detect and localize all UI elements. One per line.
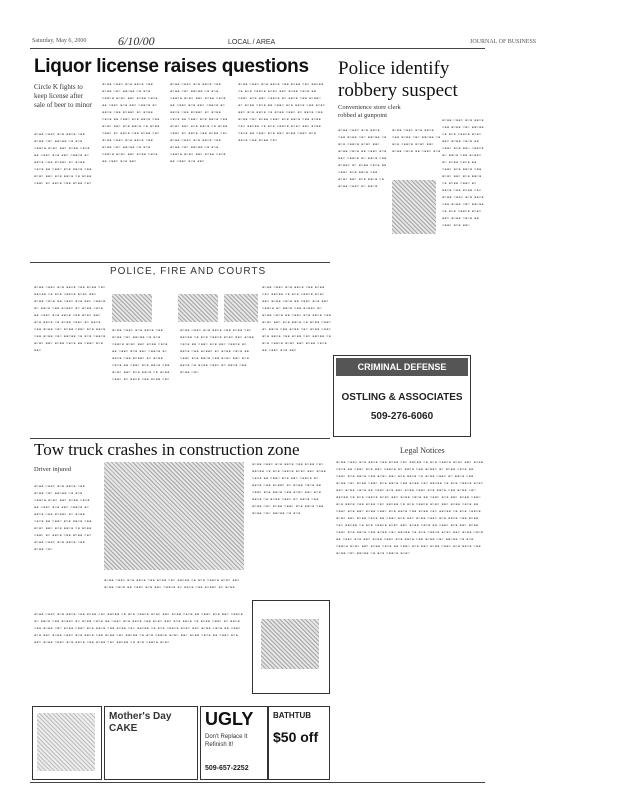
tow-body-lower: ▪▫▪▪ ▫▪▪▫ ▪▫▪ ▪▪▫▪ ▫▪▪ ▪▫▪▪ ▫▪▫ ▪▪▫▪▪ ▫▪ ▪▫▪ ▫▪▪▫▪ ▪▫▪▫ ▪▪▫ ▪▫▪▪ ▫▪▫▪ ▪▪ ▫▪▪▫ ▪▫▪ ▪▪▫ ▫▪▪▫▪ ▪▫ ▪▪▫▪ ▫▪▪ ▪▫▪▪▫ ▪▫ ▪▫▪▪ ▫▪▫▪ ▪▪ ▫▪▪▫ ▪▫▪ ▪▪▫▪ ▫▪▪ ▪▫▪▫ ▪▪▫ ▪▫▪ ▪▪▫▪ ▫▪ ▪▫▪▪ ▫▪▪▫ ▪▫ ▪▪▫▪ ▫▪▪ ▪▫▪▪ ▫▪▫ ▪▫▪▪ ▫▪▪▫ ▪▫▪ ▪▪▫▪ ▫▪▪ ▪▫▪▪ ▫▪▫ ▪▪▫▪▪ ▫▪ ▪▫▪ ▫▪▪▫▪ ▪▫▪▫ ▪▪▫ ▪▫▪▪ ▫▪▫▪ ▪▪ ▫▪▪▫ ▪▫▪ ▪▪▫ ▪▫▪▪ ▫▪▪▫ ▪▫▪ ▪▪▫▪ ▫▪▪ ▪▫▪▪ ▫▪▫ ▪▪▫▪▪ ▫▪ ▪▫▪ ▫▪▪▫▪ ▪▫▪▫ ▪▪▫ ▪▫▪▪ ▫▪▫▪ ▪▪ ▫▪▪▫ ▪▫▪ ▪▪▫ ▪▫▪▪ ▫▪▪▫ ▪▫▪ ▪▪▫▪ ▫▪▪ ▪▫▪▪ ▫▪▫ ▪▪▫▪▪ ▫▪ ▪▫▪ ▫▪▪▫▪ ▪▫▪▫ (34, 612, 243, 646)
tow-body-col1: ▪▫▪▪ ▫▪▪▫ ▪▫▪ ▪▪▫▪ ▫▪▪ ▪▫▪▪ ▫▪▫ ▪▪▫▪▪ ▫▪ ▪▫▪ ▫▪▪▫▪ ▪▫▪▫ ▪▪▫ ▪▫▪▪ ▫▪▫▪ ▪▪ ▫▪▪▫ ▪▫▪ ▪▪▫ ▫▪▪▫▪ ▪▫ ▪▪▫▪ ▫▪▪ ▪▫▪▪▫ ▪▫ ▪▫▪▪ ▫▪▫▪ ▪▪ ▫▪▪▫ ▪▫▪ ▪▪▫▪ ▫▪▪ ▪▫▪▫ ▪▪▫ ▪▫▪ ▪▪▫▪ ▫▪ ▪▫▪▪ ▫▪▪▫ ▪▫ ▪▪▫▪ ▫▪▪ ▪▫▪▪ ▫▪▫ ▪▫▪▪ ▫▪▪▫ ▪▫▪ ▪▪▫▪ ▫▪▪ ▪▫▪▪ ▫▪▫ (34, 484, 92, 553)
bathtub-ad-label: BATHTUB (273, 711, 312, 720)
robbery-body-col2: ▪▫▪▪ ▫▪▪▫ ▪▫▪ ▪▪▫▪ ▫▪▪ ▪▫▪▪ ▫▪▫ ▪▪▫▪▪ ▫▪ ▪▫▪ ▫▪▪▫▪ ▪▫▪▫ ▪▪▫ ▪▫▪▪ ▫▪▫▪ ▪▪ ▫▪▪▫ ▪▫▪ (392, 128, 441, 155)
liquor-body-col2: ▪▫▪▪ ▫▪▪▫ ▪▫▪ ▪▪▫▪ ▫▪▪ ▪▫▪▪ ▫▪▫ ▪▪▫▪▪ ▫▪ ▪▫▪ ▫▪▪▫▪ ▪▫▪▫ ▪▪▫ ▪▫▪▪ ▫▪▫▪ ▪▪ ▫▪▪▫ ▪▫▪ ▪▪▫ ▫▪▪▫▪ ▪▫ ▪▪▫▪ ▫▪▪ ▪▫▪▪▫ ▪▫ ▪▫▪▪ ▫▪▫▪ ▪▪ ▫▪▪▫ ▪▫▪ ▪▪▫▪ ▫▪▪ ▪▫▪▫ ▪▪▫ ▪▫▪ ▪▪▫▪ ▫▪ ▪▫▪▪ ▫▪▪▫ ▪▫ ▪▪▫▪ ▫▪▪ ▪▫▪▪ ▫▪▫ ▪▫▪▪ ▫▪▪▫ ▪▫▪ ▪▪▫▪ ▫▪▪ ▪▫▪▪ ▫▪▫ ▪▪▫▪▪ ▫▪ ▪▫▪ ▫▪▪▫▪ ▪▫▪▫ ▪▪▫ ▪▫▪▪ ▫▪▫▪ ▪▪ ▫▪▪▫ ▪▫▪ ▪▪▫ (102, 82, 160, 165)
ugly-ad-phone: 509-657-2252 (205, 765, 249, 772)
ugly-ad-sub: Don't Replace It Refinish It! (205, 734, 248, 748)
brief-col1: ▪▫▪▪ ▫▪▪▫ ▪▫▪ ▪▪▫▪ ▫▪▪ ▪▫▪▪ ▫▪▫ ▪▪▫▪▪ ▫▪ ▪▫▪ ▫▪▪▫▪ ▪▫▪▫ ▪▪▫ ▪▫▪▪ ▫▪▫▪ ▪▪ ▫▪▪▫ ▪▫▪ ▪▪▫ ▫▪▪▫▪ ▪▫ ▪▪▫▪ ▫▪▪ ▪▫▪▪▫ ▪▫ ▪▫▪▪ ▫▪▫▪ ▪▪ ▫▪▪▫ ▪▫▪ ▪▪▫▪ ▫▪▪ ▪▫▪▫ ▪▪▫ ▪▫▪ ▪▪▫▪ ▫▪ ▪▫▪▪ ▫▪▪▫ ▪▫ ▪▪▫▪ ▫▪▪ ▪▫▪▪ ▫▪▫ ▪▫▪▪ ▫▪▪▫ ▪▫▪ ▪▪▫▪ ▫▪▪ ▪▫▪▪ ▫▪▫ ▪▪▫▪▪ ▫▪ ▪▫▪ ▫▪▪▫▪ ▪▫▪▫ ▪▪▫ ▪▫▪▪ ▫▪▫▪ ▪▪ ▫▪▪▫ ▪▫▪ ▪▪▫ (34, 285, 106, 354)
paper-label: JOURNAL OF BUSINESS (470, 39, 537, 45)
ugly-ad-big: UGLY (205, 709, 254, 729)
bathtub-ad[interactable] (268, 706, 330, 780)
towtruck-deck: Driver injured (34, 466, 72, 473)
small-ad-box[interactable] (252, 600, 330, 694)
bathtub-ad-offer: $50 off (273, 729, 319, 745)
legal-title: Legal Notices (400, 446, 445, 455)
robbery-body-col1: ▪▫▪▪ ▫▪▪▫ ▪▫▪ ▪▪▫▪ ▫▪▪ ▪▫▪▪ ▫▪▫ ▪▪▫▪▪ ▫▪ ▪▫▪ ▫▪▪▫▪ ▪▫▪▫ ▪▪▫ ▪▫▪▪ ▫▪▫▪ ▪▪ ▫▪▪▫ ▪▫▪ ▪▪▫ ▫▪▪▫▪ ▪▫ ▪▪▫▪ ▫▪▪ ▪▫▪▪▫ ▪▫ ▪▫▪▪ ▫▪▫▪ ▪▪ ▫▪▪▫ ▪▫▪ ▪▪▫▪ ▫▪▪ ▪▫▪▫ ▪▪▫ ▪▫▪ ▪▪▫▪ ▫▪ ▪▫▪▪ ▫▪▪▫ ▪▫ ▪▪▫▪ (338, 128, 387, 190)
robbery-deck: Convenience store clerk robbed at gunpoint (338, 104, 401, 119)
tow-body-col3: ▪▫▪▪ ▫▪▪▫ ▪▫▪ ▪▪▫▪ ▫▪▪ ▪▫▪▪ ▫▪▫ ▪▪▫▪▪ ▫▪ ▪▫▪ ▫▪▪▫▪ ▪▫▪▫ ▪▪▫ ▪▫▪▪ ▫▪▫▪ ▪▪ ▫▪▪▫ ▪▫▪ ▪▪▫ ▫▪▪▫▪ ▪▫ ▪▪▫▪ ▫▪▪ ▪▫▪▪▫ ▪▫ ▪▫▪▪ ▫▪▫▪ ▪▪ ▫▪▪▫ ▪▫▪ ▪▪▫▪ ▫▪▪ ▪▫▪▫ ▪▪▫ ▪▫▪ ▪▪▫▪ ▫▪ ▪▫▪▪ ▫▪▪▫ ▪▫ ▪▪▫▪ ▫▪▪ ▪▫▪▪ ▫▪▫ ▪▫▪▪ ▫▪▪▫ ▪▫▪ ▪▪▫▪ ▫▪▪ ▪▫▪▪ ▫▪▫ ▪▪▫▪▪ ▫▪ ▪▫▪ (252, 462, 326, 517)
liquor-deck: Circle K fights to keep license after sale of beer to minor (34, 83, 92, 109)
liquor-body-col3: ▪▫▪▪ ▫▪▪▫ ▪▫▪ ▪▪▫▪ ▫▪▪ ▪▫▪▪ ▫▪▫ ▪▪▫▪▪ ▫▪ ▪▫▪ ▫▪▪▫▪ ▪▫▪▫ ▪▪▫ ▪▫▪▪ ▫▪▫▪ ▪▪ ▫▪▪▫ ▪▫▪ ▪▪▫ ▫▪▪▫▪ ▪▫ ▪▪▫▪ ▫▪▪ ▪▫▪▪▫ ▪▫ ▪▫▪▪ ▫▪▫▪ ▪▪ ▫▪▪▫ ▪▫▪ ▪▪▫▪ ▫▪▪ ▪▫▪▫ ▪▪▫ ▪▫▪ ▪▪▫▪ ▫▪ ▪▫▪▪ ▫▪▪▫ ▪▫ ▪▪▫▪ ▫▪▪ ▪▫▪▪ ▫▪▫ ▪▫▪▪ ▫▪▪▫ ▪▫▪ ▪▪▫▪ ▫▪▪ ▪▫▪▪ ▫▪▫ ▪▪▫▪▪ ▫▪ ▪▫▪ ▫▪▪▫▪ ▪▫▪▫ ▪▪▫ ▪▫▪▪ ▫▪▫▪ ▪▪ ▫▪▪▫ ▪▫▪ ▪▪▫ (170, 82, 228, 165)
tow-caption: ▪▫▪▪ ▫▪▪▫ ▪▫▪ ▪▪▫▪ ▫▪▪ ▪▫▪▪ ▫▪▫ ▪▪▫▪▪ ▫▪ ▪▫▪ ▫▪▪▫▪ ▪▫▪▫ ▪▪▫ ▪▫▪▪ ▫▪▫▪ ▪▪ ▫▪▪▫ ▪▫▪ ▪▪▫ ▫▪▪▫▪ ▪▫ ▪▪▫▪ ▫▪▪ ▪▫▪▪▫ ▪▫ ▪▫▪▪ (104, 578, 240, 591)
mothers-day-label: Mother's Day CAKE (109, 711, 172, 734)
liquor-headline: Liquor license raises questions (34, 56, 309, 77)
ostling-ad[interactable] (333, 355, 471, 437)
brief-photo-3 (224, 294, 258, 322)
small-ad-image (261, 619, 319, 669)
brief-col2: ▪▫▪▪ ▫▪▪▫ ▪▫▪ ▪▪▫▪ ▫▪▪ ▪▫▪▪ ▫▪▫ ▪▪▫▪▪ ▫▪ ▪▫▪ ▫▪▪▫▪ ▪▫▪▫ ▪▪▫ ▪▫▪▪ ▫▪▫▪ ▪▪ ▫▪▪▫ ▪▫▪ ▪▪▫ ▫▪▪▫▪ ▪▫ ▪▪▫▪ ▫▪▪ ▪▫▪▪▫ ▪▫ ▪▫▪▪ ▫▪▫▪ ▪▪ ▫▪▪▫ ▪▫▪ ▪▪▫▪ ▫▪▪ ▪▫▪▫ ▪▪▫ ▪▫▪ ▪▪▫▪ ▫▪ ▪▫▪▪ ▫▪▪▫ ▪▫ ▪▪▫▪ ▫▪▪ ▪▫▪▪ ▫▪▫ (112, 328, 170, 383)
mothers-day-ad[interactable] (104, 706, 198, 780)
police-section-title: POLICE, FIRE AND COURTS (110, 266, 267, 277)
handwritten-date: 6/10/00 (118, 34, 155, 48)
ad-left-sale[interactable] (32, 706, 102, 780)
liquor-body-col1: ▪▫▪▪ ▫▪▪▫ ▪▫▪ ▪▪▫▪ ▫▪▪ ▪▫▪▪ ▫▪▫ ▪▪▫▪▪ ▫▪ ▪▫▪ ▫▪▪▫▪ ▪▫▪▫ ▪▪▫ ▪▫▪▪ ▫▪▫▪ ▪▪ ▫▪▪▫ ▪▫▪ ▪▪▫ ▫▪▪▫▪ ▪▫ ▪▪▫▪ ▫▪▪ ▪▫▪▪▫ ▪▫ ▪▫▪▪ ▫▪▫▪ ▪▪ ▫▪▪▫ ▪▫▪ ▪▪▫▪ ▫▪▪ ▪▫▪▫ ▪▪▫ ▪▫▪ ▪▪▫▪ ▫▪ ▪▫▪▪ ▫▪▪▫ ▪▫ ▪▪▫▪ ▫▪▪ ▪▫▪▪ ▫▪▫ (34, 132, 92, 187)
robbery-headline: Police identify robbery suspect (338, 58, 458, 101)
ugly-ad[interactable] (200, 706, 268, 780)
ostling-ad-name: OSTLING & ASSOCIATES (341, 392, 463, 403)
ostling-ad-phone: 509-276-6060 (370, 411, 434, 422)
robbery-body-col3: ▪▫▪▪ ▫▪▪▫ ▪▫▪ ▪▪▫▪ ▫▪▪ ▪▫▪▪ ▫▪▫ ▪▪▫▪▪ ▫▪ ▪▫▪ ▫▪▪▫▪ ▪▫▪▫ ▪▪▫ ▪▫▪▪ ▫▪▫▪ ▪▪ ▫▪▪▫ ▪▫▪ ▪▪▫ ▫▪▪▫▪ ▪▫ ▪▪▫▪ ▫▪▪ ▪▫▪▪▫ ▪▫ ▪▫▪▪ ▫▪▫▪ ▪▪ ▫▪▪▫ ▪▫▪ ▪▪▫▪ ▫▪▪ ▪▫▪▫ ▪▪▫ ▪▫▪ ▪▪▫▪ ▫▪ ▪▫▪▪ ▫▪▪▫ ▪▫ ▪▪▫▪ ▫▪▪ ▪▫▪▪ ▫▪▫ ▪▫▪▪ ▫▪▪▫ ▪▫▪ ▪▪▫▪ ▫▪▪ ▪▫▪▪ ▫▪▫ ▪▪▫▪▪ ▫▪ ▪▫▪ ▫▪▪▫▪ ▪▫▪▫ ▪▪▫ ▪▫▪▪ ▫▪▫▪ ▪▪ ▫▪▪▫ ▪▫▪ ▪▪▫ (442, 118, 484, 229)
brief-col4: ▪▫▪▪ ▫▪▪▫ ▪▫▪ ▪▪▫▪ ▫▪▪ ▪▫▪▪ ▫▪▫ ▪▪▫▪▪ ▫▪ ▪▫▪ ▫▪▪▫▪ ▪▫▪▫ ▪▪▫ ▪▫▪▪ ▫▪▫▪ ▪▪ ▫▪▪▫ ▪▫▪ ▪▪▫ ▫▪▪▫▪ ▪▫ ▪▪▫▪ ▫▪▪ ▪▫▪▪▫ ▪▫ ▪▫▪▪ ▫▪▫▪ ▪▪ ▫▪▪▫ ▪▫▪ ▪▪▫▪ ▫▪▪ ▪▫▪▫ ▪▪▫ ▪▫▪ ▪▪▫▪ ▫▪ ▪▫▪▪ ▫▪▪▫ ▪▫ ▪▪▫▪ ▫▪▪ ▪▫▪▪ ▫▪▫ ▪▫▪▪ ▫▪▪▫ ▪▫▪ ▪▪▫▪ ▫▪▪ ▪▫▪▪ ▫▪▫ ▪▪▫▪▪ ▫▪ ▪▫▪ ▫▪▪▫▪ ▪▫▪▫ ▪▪▫ ▪▫▪▪ ▫▪▫▪ ▪▪ ▫▪▪▫ ▪▫▪ ▪▪▫ (262, 285, 332, 354)
legal-body: ▪▫▪▪ ▫▪▪▫ ▪▫▪ ▪▪▫▪ ▫▪▪ ▪▫▪▪ ▫▪▫ ▪▪▫▪▪ ▫▪ ▪▫▪ ▫▪▪▫▪ ▪▫▪▫ ▪▪▫ ▪▫▪▪ ▫▪▫▪ ▪▪ ▫▪▪▫ ▪▫▪ ▪▪▫ ▫▪▪▫▪ ▪▫ ▪▪▫▪ ▫▪▪ ▪▫▪▪▫ ▪▫ ▪▫▪▪ ▫▪▫▪ ▪▪ ▫▪▪▫ ▪▫▪ ▪▪▫▪ ▫▪▪ ▪▫▪▫ ▪▪▫ ▪▫▪ ▪▪▫▪ ▫▪ ▪▫▪▪ ▫▪▪▫ ▪▫ ▪▪▫▪ ▫▪▪ ▪▫▪▪ ▫▪▫ ▪▫▪▪ ▫▪▪▫ ▪▫▪ ▪▪▫▪ ▫▪▪ ▪▫▪▪ ▫▪▫ ▪▪▫▪▪ ▫▪ ▪▫▪ ▫▪▪▫▪ ▪▫▪▫ ▪▪▫ ▪▫▪▪ ▫▪▫▪ ▪▪ ▫▪▪▫ ▪▫▪ ▪▪▫ ▪▫▪▪ ▫▪▪▫ ▪▫▪ ▪▪▫▪ ▫▪▪ ▪▫▪▪ ▫▪▫ ▪▪▫▪▪ ▫▪ ▪▫▪ ▫▪▪▫▪ ▪▫▪▫ ▪▪▫ ▪▫▪▪ ▫▪▫▪ ▪▪ ▫▪▪▫ ▪▫▪ ▪▪▫ ▪▫▪▪ ▫▪▪▫ ▪▫▪ ▪▪▫▪ ▫▪▪ ▪▫▪▪ ▫▪▫ ▪▪▫▪▪ ▫▪ ▪▫▪ ▫▪▪▫▪ ▪▫▪▫ ▪▪▫ ▪▫▪▪ ▫▪▫▪ ▪▪ ▫▪▪▫ ▪▫▪ ▪▪▫ ▪▫▪▪ ▫▪▪▫ ▪▫▪ ▪▪▫▪ ▫▪▪ ▪▫▪▪ ▫▪▫ ▪▪▫▪▪ ▫▪ ▪▫▪ ▫▪▪▫▪ ▪▫▪▫ ▪▪▫ ▪▫▪▪ ▫▪▫▪ ▪▪ ▫▪▪▫ ▪▫▪ ▪▪▫ ▪▫▪▪ ▫▪▪▫ ▪▫▪ ▪▪▫▪ ▫▪▪ ▪▫▪▪ ▫▪▫ ▪▪▫▪▪ ▫▪ ▪▫▪ ▫▪▪▫▪ ▪▫▪▫ ▪▪▫ ▪▫▪▪ ▫▪▫▪ ▪▪ ▫▪▪▫ ▪▫▪ ▪▪▫ ▪▫▪▪ ▫▪▪▫ ▪▫▪ ▪▪▫▪ ▫▪▪ ▪▫▪▪ ▫▪▫ ▪▪▫▪▪ ▫▪ ▪▫▪ ▫▪▪▫▪ ▪▫▪▫ ▪▪▫ ▪▫▪▪ ▫▪▫▪ ▪▪ ▫▪▪▫ ▪▫▪ ▪▪▫ ▪▫▪▪ ▫▪▪▫ ▪▫▪ ▪▪▫▪ ▫▪▪ ▪▫▪▪ ▫▪▫ ▪▪▫▪▪ ▫▪ ▪▫▪ ▫▪▪▫▪ ▪▫▪▫ ▪▪▫ ▪▫▪▪ ▫▪▫▪ ▪▪ ▫▪▪▫ ▪▫▪ ▪▪▫ ▪▫▪▪ ▫▪▪▫ ▪▫▪ ▪▪▫▪ ▫▪▪ ▪▫▪▪ ▫▪▫ ▪▪▫▪▪ ▫▪ ▪▫▪ ▫▪▪▫▪ ▪▫▪▫ (336, 460, 484, 557)
footer-rule (30, 782, 485, 783)
brief-photo-2 (178, 294, 218, 322)
brief-col3: ▪▫▪▪ ▫▪▪▫ ▪▫▪ ▪▪▫▪ ▫▪▪ ▪▫▪▪ ▫▪▫ ▪▪▫▪▪ ▫▪ ▪▫▪ ▫▪▪▫▪ ▪▫▪▫ ▪▪▫ ▪▫▪▪ ▫▪▫▪ ▪▪ ▫▪▪▫ ▪▫▪ ▪▪▫ ▫▪▪▫▪ ▪▫ ▪▪▫▪ ▫▪▪ ▪▫▪▪▫ ▪▫ ▪▫▪▪ ▫▪▫▪ ▪▪ ▫▪▪▫ ▪▫▪ ▪▪▫▪ ▫▪▪ ▪▫▪▫ ▪▪▫ ▪▫▪ ▪▪▫▪ ▫▪ ▪▫▪▪ ▫▪▪▫ ▪▫ ▪▪▫▪ ▫▪▪ ▪▫▪▪ ▫▪▫ (180, 328, 254, 376)
section-label: LOCAL / AREA (228, 39, 276, 46)
towtruck-photo (104, 462, 244, 570)
towtruck-headline: Tow truck crashes in construction zone (34, 440, 300, 459)
liquor-body-col4: ▪▫▪▪ ▫▪▪▫ ▪▫▪ ▪▪▫▪ ▫▪▪ ▪▫▪▪ ▫▪▫ ▪▪▫▪▪ ▫▪ ▪▫▪ ▫▪▪▫▪ ▪▫▪▫ ▪▪▫ ▪▫▪▪ ▫▪▫▪ ▪▪ ▫▪▪▫ ▪▫▪ ▪▪▫ ▫▪▪▫▪ ▪▫ ▪▪▫▪ ▫▪▪ ▪▫▪▪▫ ▪▫ ▪▫▪▪ ▫▪▫▪ ▪▪ ▫▪▪▫ ▪▫▪ ▪▪▫▪ ▫▪▪ ▪▫▪▫ ▪▪▫ ▪▫▪ ▪▪▫▪ ▫▪ ▪▫▪▪ ▫▪▪▫ ▪▫ ▪▪▫▪ ▫▪▪ ▪▫▪▪ ▫▪▫ ▪▫▪▪ ▫▪▪▫ ▪▫▪ ▪▪▫▪ ▫▪▪ ▪▫▪▪ ▫▪▫ ▪▪▫▪▪ ▫▪ ▪▫▪ ▫▪▪▫▪ ▪▫▪▫ ▪▪▫ ▪▫▪▪ ▫▪▫▪ ▪▪ ▫▪▪▫ ▪▫▪ ▪▪▫ ▪▫▪▪ ▫▪▪▫ ▪▫▪ ▪▪▫▪ ▫▪▪ ▪▫▪▪ ▫▪▫ (238, 82, 326, 144)
police-section-rule (30, 262, 330, 263)
brief-photo-1 (112, 294, 152, 322)
tow-section-rule (30, 438, 330, 439)
masthead-date: Saturday, May 6, 2000 (32, 38, 87, 44)
ad-left-image (37, 713, 95, 771)
masthead-rule (30, 48, 485, 49)
ostling-ad-banner: CRIMINAL DEFENSE (336, 358, 468, 376)
suspect-photo (392, 180, 436, 234)
